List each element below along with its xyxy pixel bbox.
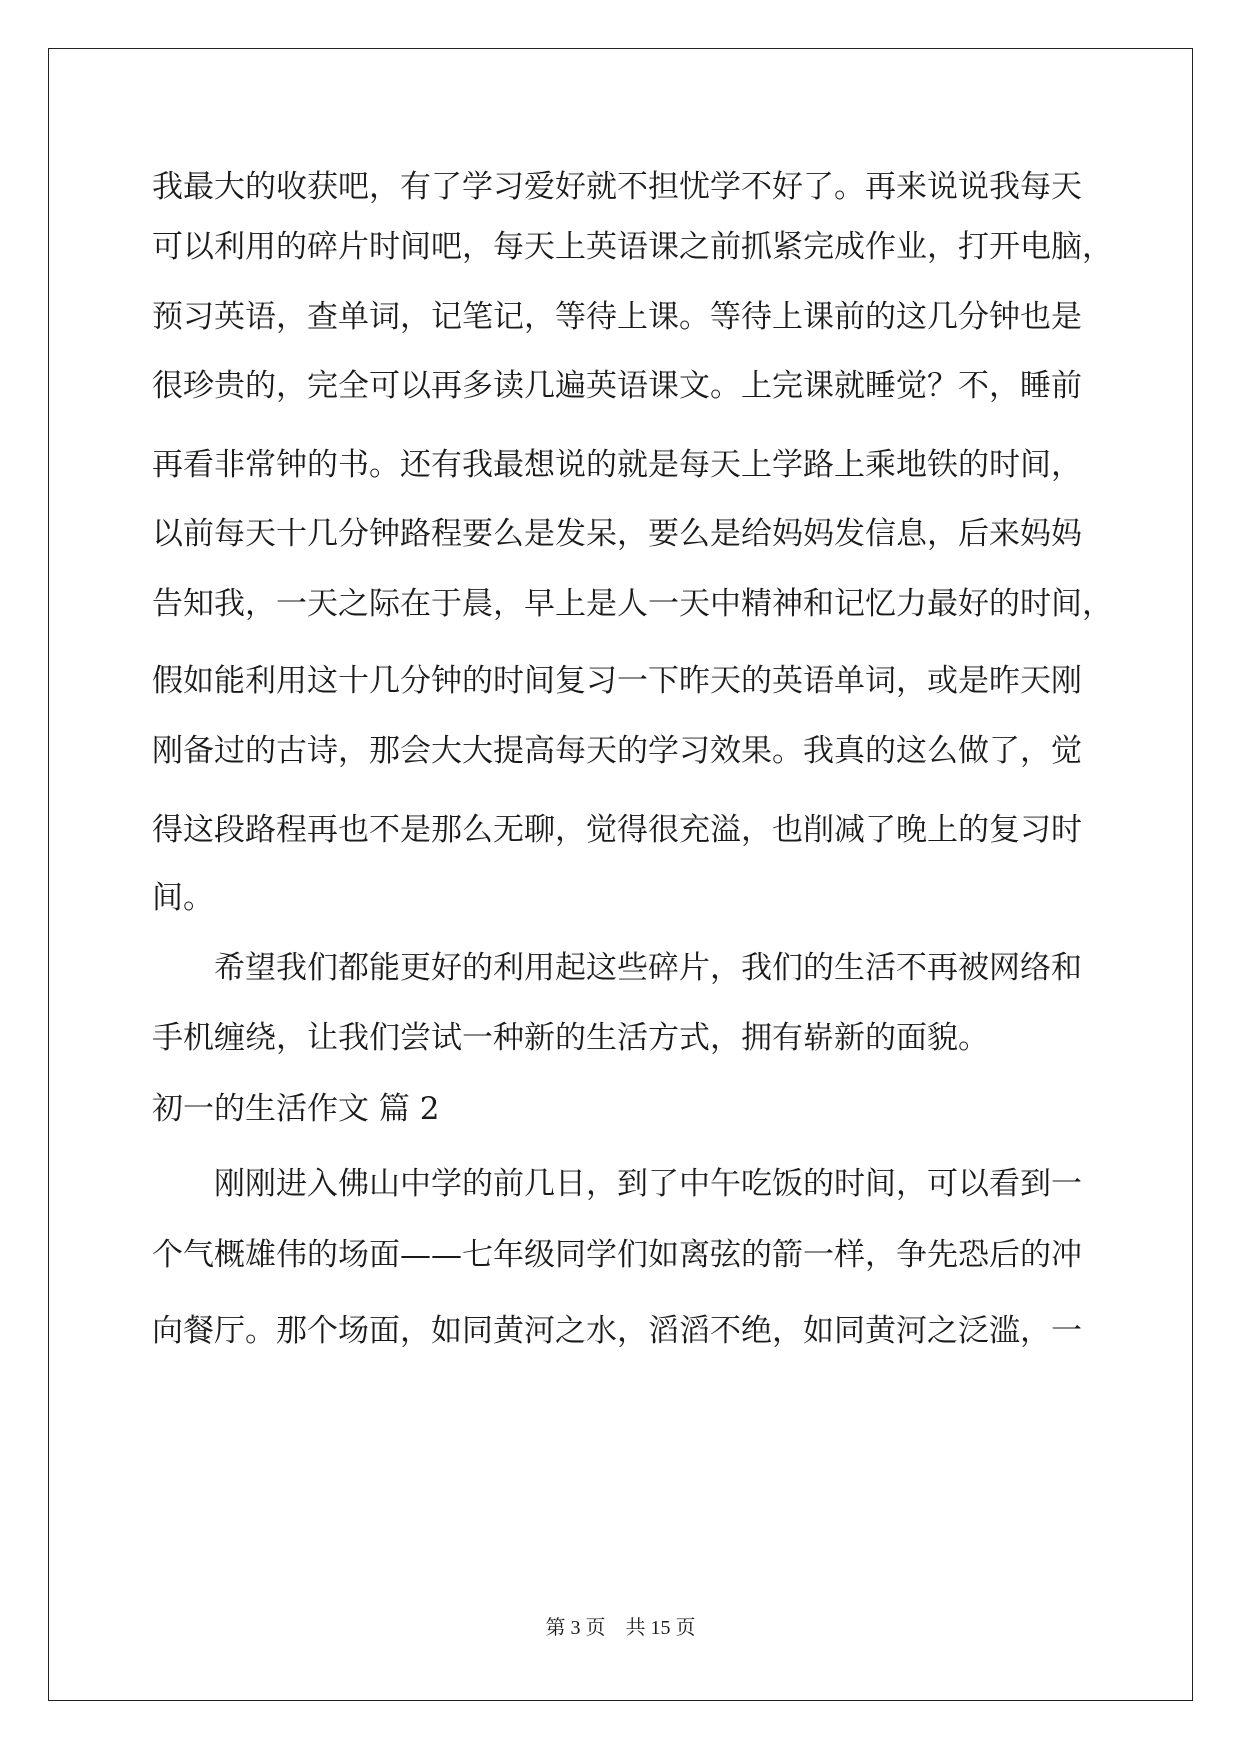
body-text-line: 再看非常钟的书。还有我最想说的就是每天上学路上乘地铁的时间， (152, 447, 1082, 483)
body-text-line: 向餐厅。那个场面，如同黄河之水，滔滔不绝，如同黄河之泛滥，一 (152, 1313, 1082, 1349)
body-text-line: 以前每天十几分钟路程要么是发呆，要么是给妈妈发信息，后来妈妈 (152, 516, 1082, 552)
body-text-line: 手机缠绕，让我们尝试一种新的生活方式，拥有崭新的面貌。 (152, 1020, 989, 1056)
body-text-line: 刚备过的古诗，那会大大提高每天的学习效果。我真的这么做了，觉 (152, 733, 1082, 769)
paragraph-first-line: 希望我们都能更好的利用起这些碎片，我们的生活不再被网络和 (152, 950, 1082, 986)
body-text-line: 告知我，一天之际在于晨，早上是人一天中精神和记忆力最好的时间， (152, 586, 1113, 622)
body-text-line: 预习英语，查单词，记笔记，等待上课。等待上课前的这几分钟也是 (152, 299, 1082, 335)
body-text-line: 得这段路程再也不是那么无聊，觉得很充溢，也削减了晚上的复习时 (152, 812, 1082, 848)
body-text-line: 间。 (152, 880, 214, 916)
body-text-line: 可以利用的碎片时间吧，每天上英语课之前抓紧完成作业，打开电脑， (152, 229, 1113, 265)
page-number-footer: 第 3 页 共 15 页 (545, 1617, 696, 1639)
body-text-line: 假如能利用这十几分钟的时间复习一下昨天的英语单词，或是昨天刚 (152, 663, 1082, 699)
body-text-line: 很珍贵的，完全可以再多读几遍英语课文。上完课就睡觉？不，睡前 (152, 368, 1082, 404)
paragraph-first-line: 刚刚进入佛山中学的前几日，到了中午吃饭的时间，可以看到一 (152, 1166, 1082, 1202)
body-text-line: 个气概雄伟的场面——七年级同学们如离弦的箭一样，争先恐后的冲 (152, 1237, 1082, 1273)
page-border (48, 48, 1193, 1701)
section-heading: 初一的生活作文 篇 2 (152, 1091, 440, 1127)
body-text-line: 我最大的收获吧，有了学习爱好就不担忧学不好了。再来说说我每天 (152, 169, 1082, 205)
